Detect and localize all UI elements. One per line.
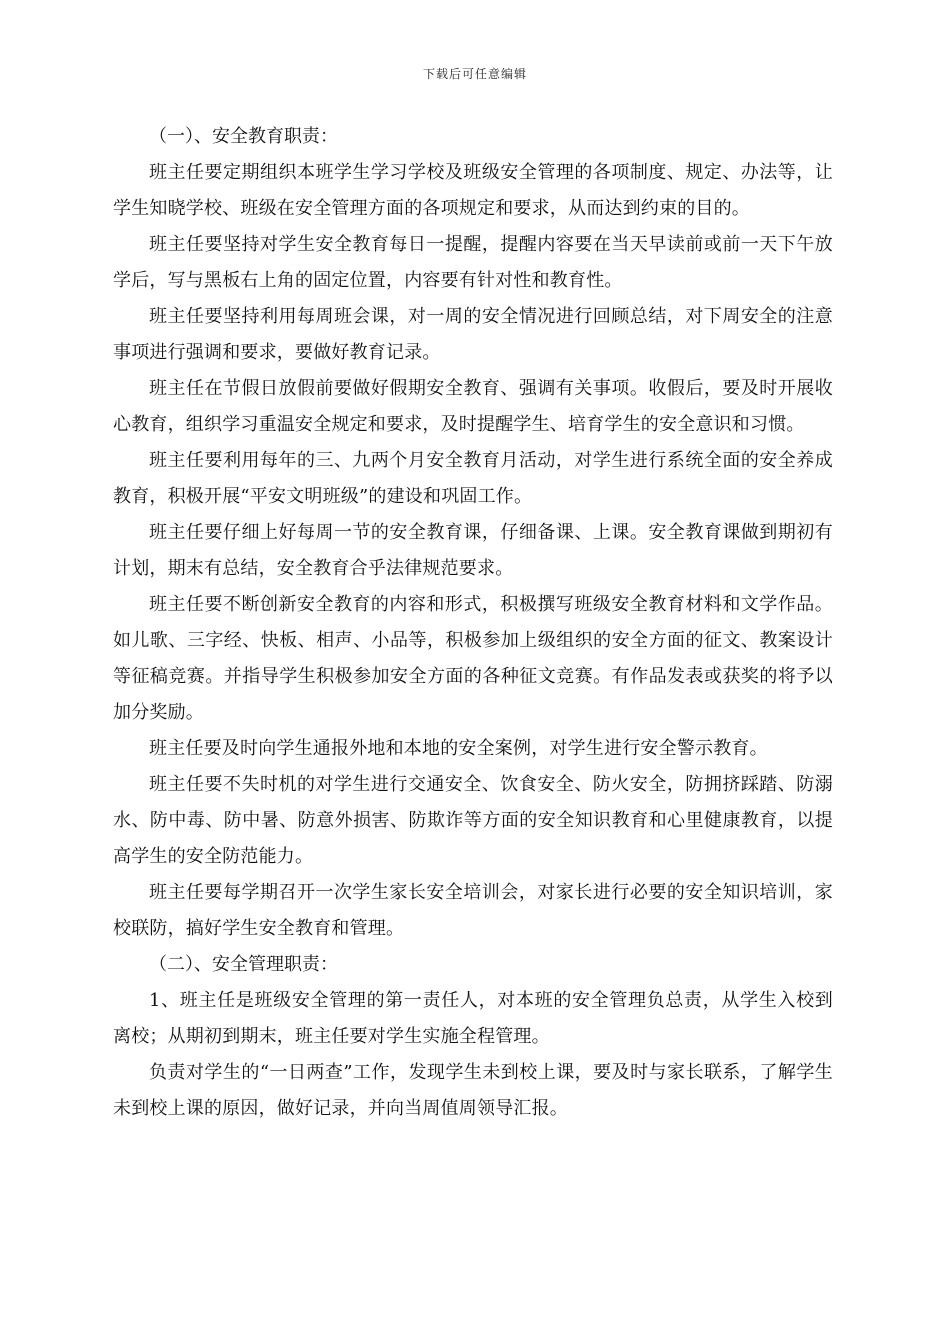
paragraph: 班主任要每学期召开一次学生家长安全培训会，对家长进行必要的安全知识培训，家校联防，搞好学生安全教育和管理。	[113, 882, 833, 939]
paragraph: 班主任要及时向学生通报外地和本地的安全案例，对学生进行安全警示教育。	[149, 738, 768, 759]
paragraph: 班主任要利用每年的三、九两个月安全教育月活动，对学生进行系统全面的安全养成教育，积极开展“平安文明班级”的建设和巩固工作。	[113, 450, 833, 507]
paragraph: 班主任要定期组织本班学生学习学校及班级安全管理的各项制度、规定、办法等，让学生知晓学校、班级在安全管理方面的各项规定和要求，从而达到约束的目的。	[113, 162, 833, 219]
document-body	[113, 119, 833, 1127]
paragraph: 班主任要坚持利用每周班会课，对一周的安全情况进行回顾总结，对下周安全的注意事项进行强调和要求，要做好教育记录。	[113, 306, 833, 363]
paragraph: 负责对学生的“一日两查”工作，发现学生未到校上课，要及时与家长联系，了解学生未到校上课的原因，做好记录，并向当周值周领导汇报。	[113, 1062, 833, 1119]
paragraph: 班主任要仔细上好每周一节的安全教育课，仔细备课、上课。安全教育课做到期初有计划，期末有总结，安全教育合乎法律规范要求。	[113, 522, 833, 579]
paragraph: 班主任要不断创新安全教育的内容和形式，积极撰写班级安全教育材料和文学作品。如儿歌、三字经、快板、相声、小品等，积极参加上级组织的安全方面的征文、教案设计等征稿竞赛。并指导学生积极参加安全方面的各种征文竞赛。有作品发表或获奖的将予以加分奖励。	[113, 594, 833, 723]
page-header: 下载后可任意编辑	[422, 67, 527, 81]
paragraph: 1、班主任是班级安全管理的第一责任人，对本班的安全管理负总责，从学生入校到离校；从期初到期末，班主任要对学生实施全程管理。	[113, 990, 833, 1047]
section-title-safety-education: （一）、安全教育职责：	[149, 126, 338, 147]
paragraph: 班主任要坚持对学生安全教育每日一提醒，提醒内容要在当天早读前或前一天下午放学后，写与黑板右上角的固定位置，内容要有针对性和教育性。	[113, 234, 833, 291]
paragraph: 班主任要不失时机的对学生进行交通安全、饮食安全、防火安全，防拥挤踩踏、防溺水、防中毒、防中暑、防意外损害、防欺诈等方面的安全知识教育和心里健康教育，以提高学生的安全防范能力。	[113, 774, 833, 867]
section-title-safety-management: （二）、安全管理职责：	[149, 954, 338, 975]
paragraph: 班主任在节假日放假前要做好假期安全教育、强调有关事项。收假后，要及时开展收心教育，组织学习重温安全规定和要求，及时提醒学生、培育学生的安全意识和习惯。	[113, 378, 833, 435]
